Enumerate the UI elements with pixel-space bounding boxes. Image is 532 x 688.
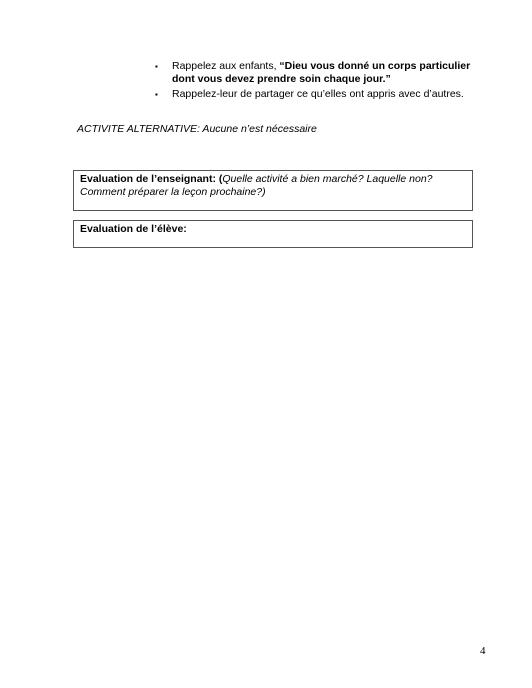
square-bullet-icon: ▪ <box>155 90 158 99</box>
list-item <box>155 88 485 101</box>
teacher-evaluation-prompt: Quelle activité a bien marché? Laquelle non? Comment préparer la leçon prochaine?) <box>80 173 433 198</box>
teacher-evaluation-label: Evaluation de l’enseignant: ( <box>80 173 223 185</box>
student-evaluation-label: Evaluation de l’élève: <box>80 223 187 235</box>
page-number: 4 <box>480 645 486 657</box>
student-evaluation-box <box>73 220 473 248</box>
reminder-emphasis: “Dieu vous donné un corps particulier dont vous devez prendre soin chaque jour.” <box>172 60 471 85</box>
list-item <box>155 60 485 86</box>
teacher-evaluation-box <box>73 170 473 211</box>
reminder-text: Rappelez-leur de partager ce qu’elles ont appris avec d’autres. <box>172 88 464 100</box>
reminder-text: Rappelez aux enfants, <box>172 60 280 72</box>
square-bullet-icon: ▪ <box>155 62 158 71</box>
alternative-activity-note: ACTIVITE ALTERNATIVE: Aucune n’est nécessaire <box>77 123 317 135</box>
reminder-list <box>155 60 485 103</box>
